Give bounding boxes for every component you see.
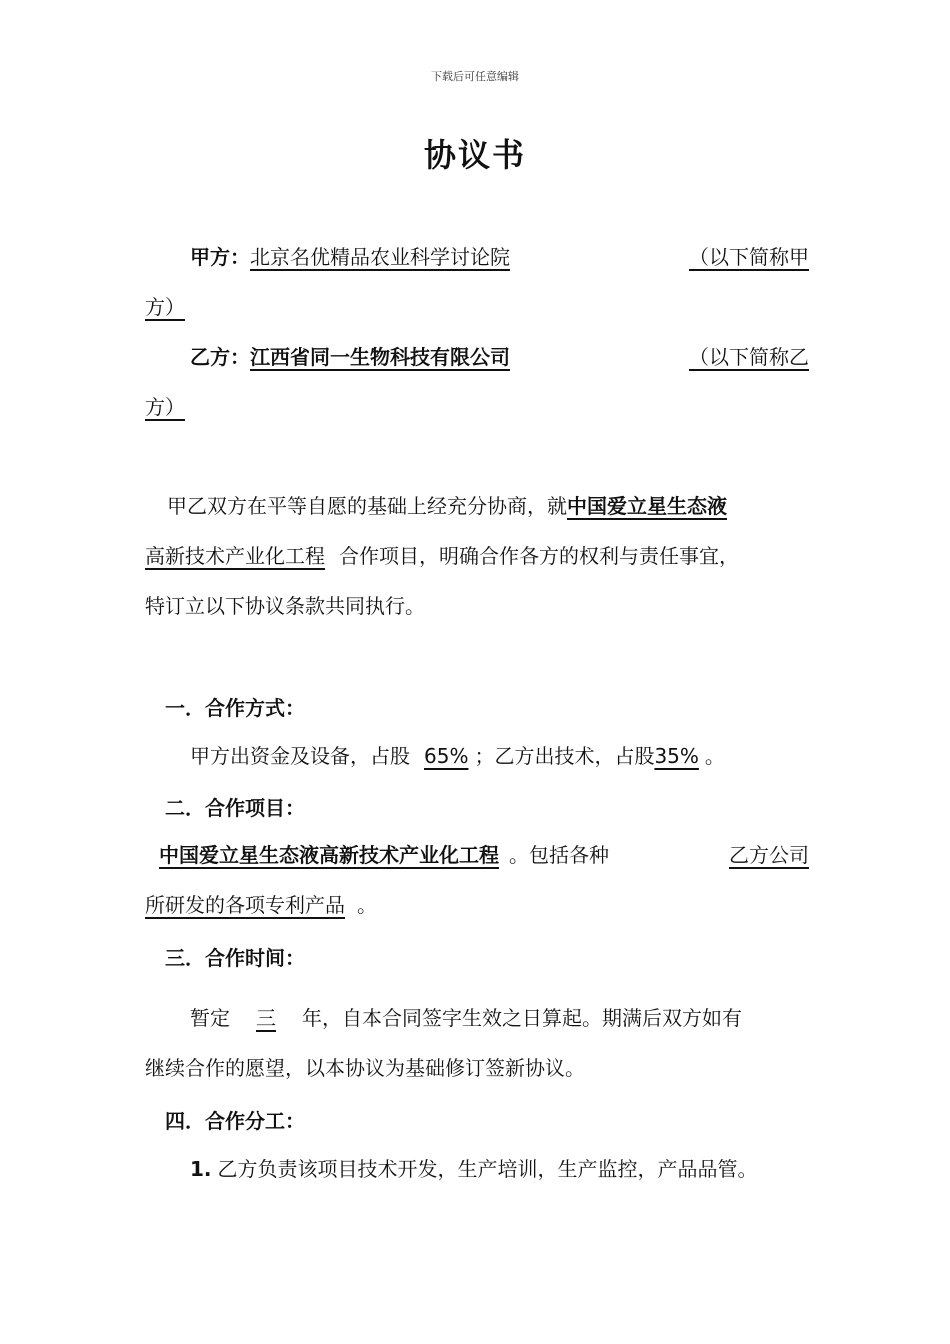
section-2-text: 中国爱立星生态液高新技术产业化工程 。包括各种 乙方公司 所研发的各项专利产品 。: [145, 830, 809, 930]
share-a-value: 65%: [424, 744, 469, 768]
share-b-value: 35%: [654, 744, 699, 768]
section-2-company: 乙方公司: [729, 843, 809, 867]
section-3-heading: 三．合作时间：: [165, 946, 305, 970]
section-3-text: 暂定 三 年，自本合同签字生效之日算起。期满后双方如有 继续合作的愿望，以本协议为基础修订签新协议。: [145, 1006, 742, 1080]
party-a-name: 北京名优精品农业科学讨论院: [250, 245, 510, 269]
section-1-heading: 一．合作方式：: [165, 696, 305, 720]
section-1-text: 甲方出资金及设备，占股 65% ；乙方出技术，占股35% 。: [190, 744, 725, 768]
party-b-label: 乙方：: [190, 345, 250, 369]
party-b-name: 江西省同一生物科技有限公司: [250, 345, 510, 369]
party-b-suffix: （以下简称乙: [689, 345, 809, 369]
intro-project-a: 中国爱立星生态液: [567, 494, 727, 518]
party-a-label: 甲方：: [190, 245, 250, 269]
party-a-suffix: （以下简称甲: [689, 245, 809, 269]
section-4-item-1-number: 1.: [190, 1157, 212, 1181]
intro-project-b: 高新技术产业化工程: [145, 544, 325, 568]
section-2-products: 所研发的各项专利产品: [145, 893, 345, 917]
intro-text-1: 甲乙双方在平等自愿的基础上经充分协商，就: [167, 494, 567, 518]
party-a-suffix-end: 方）: [145, 295, 185, 319]
section-4-heading: 四．合作分工：: [165, 1109, 305, 1133]
section-2-project: 中国爱立星生态液高新技术产业化工程: [159, 843, 499, 867]
intro-paragraph: [145, 481, 809, 631]
section-3-years: 三: [256, 1006, 276, 1030]
party-a-block: [145, 232, 809, 332]
intro-text-2: 合作项目，明确合作各方的权利与责任事宜，: [339, 544, 739, 568]
section-2-heading: 二．合作项目：: [165, 796, 305, 820]
party-b-suffix-end: 方）: [145, 395, 185, 419]
document-title: 协议书: [423, 136, 526, 174]
party-b-block: [145, 332, 809, 432]
page-header-note: 下载后可任意编辑: [431, 70, 519, 83]
section-4-item-1: 1. 乙方负责该项目技术开发，生产培训，生产监控，产品品管。: [190, 1157, 758, 1181]
intro-text-3: 特订立以下协议条款共同执行。: [145, 594, 425, 618]
